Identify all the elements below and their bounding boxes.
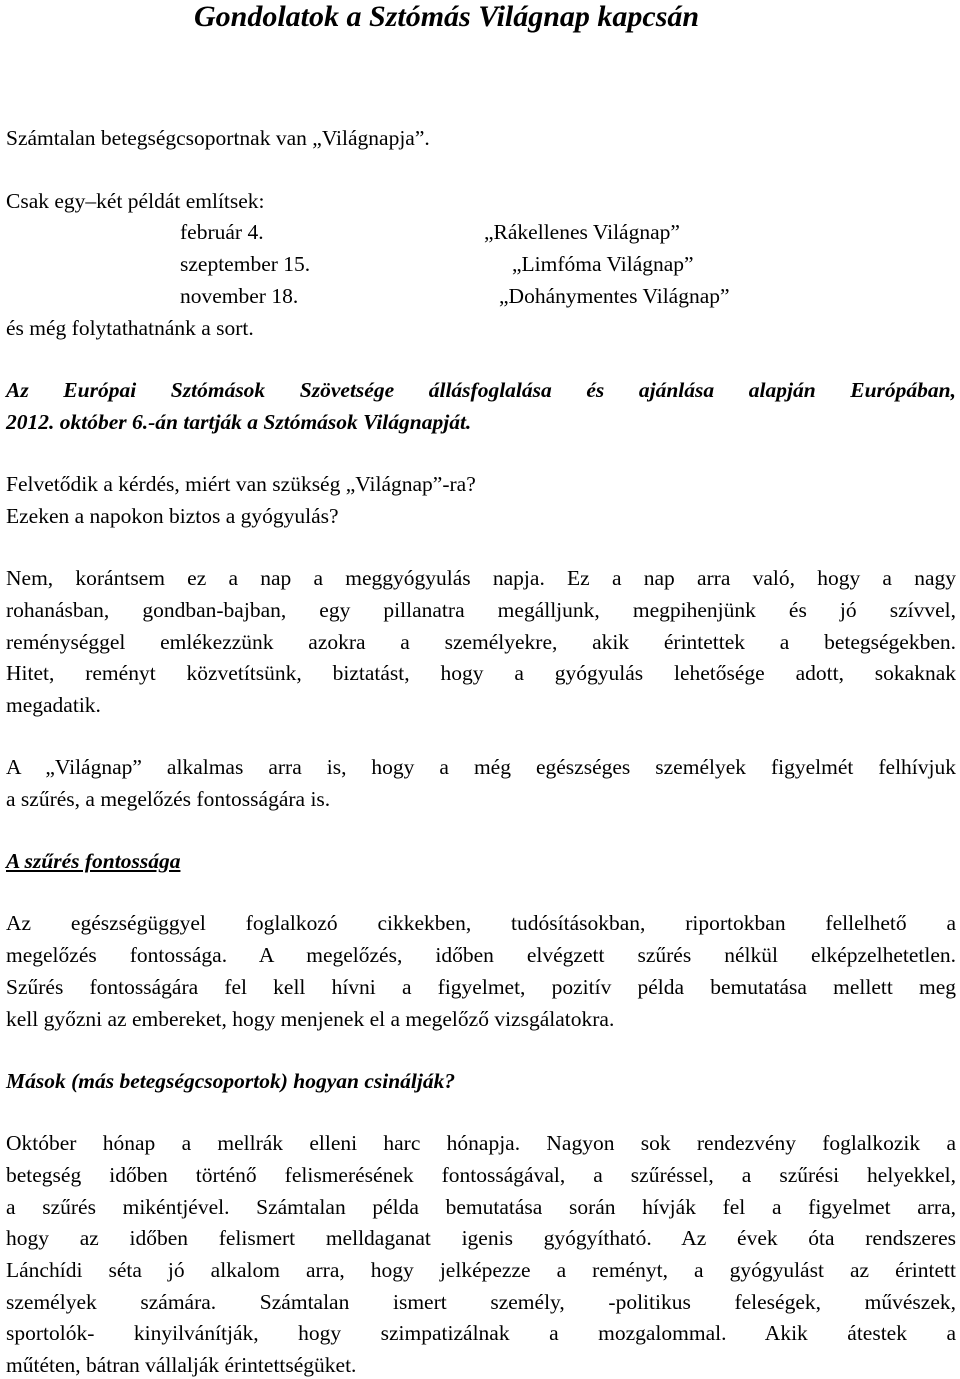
paragraph-line: Lánchídi séta jó alkalom arra, hogy jelképezze a reményt, a gyógyulást az érintett [6, 1258, 956, 1282]
paragraph-line: reménységgel emlékezzünk azokra a személyekre, akik érintettek a betegségekben. [6, 630, 956, 654]
examples-intro: Csak egy–két példát említsek: [6, 189, 265, 213]
question-line: Felvetődik a kérdés, miért van szükség „Világnap”-ra? [6, 472, 476, 496]
examples-outro: és még folytathatnánk a sort. [6, 316, 254, 340]
document-title: Gondolatok a Sztómás Világnap kapcsán [194, 0, 700, 33]
europe-line: 2012. október 6.-án tartják a Sztómások Világnapját. [6, 410, 472, 434]
paragraph-line: hogy az időben felismert melldaganat igenis gyógyítható. Az évek óta rendszeres [6, 1226, 956, 1250]
example-date: november 18. [180, 284, 299, 308]
paragraph-line: megadatik. [6, 693, 101, 717]
example-date: február 4. [180, 220, 264, 244]
section-heading: Mások (más betegségcsoportok) hogyan csinálják? [6, 1069, 456, 1093]
paragraph-line: Október hónap a mellrák elleni harc hónapja. Nagyon sok rendezvény foglalkozik a [6, 1131, 956, 1155]
paragraph-line: műtéten, bátran vállalják érintettségüket. [6, 1353, 357, 1377]
paragraph-line: Nem, korántsem ez a nap a meggyógyulás napja. Ez a nap arra való, hogy a nagy [6, 566, 956, 590]
paragraph-line: személyek számára. Számtalan ismert személy, -politikus feleségek, művészek, [6, 1290, 956, 1314]
paragraph-line: sportolók- kinyilvánítják, hogy szimpatizálnak a mozgalommal. Akik átestek a [6, 1321, 956, 1345]
section-heading: A szűrés fontossága [6, 849, 181, 873]
intro-paragraph: Számtalan betegségcsoportnak van „Világnapja”. [6, 126, 430, 150]
example-name: „Rákellenes Világnap” [484, 220, 680, 244]
paragraph-line: A „Világnap” alkalmas arra is, hogy a még egészséges személyek figyelmét felhívjuk [6, 755, 956, 779]
example-name: „Dohánymentes Világnap” [499, 284, 730, 308]
question-line: Ezeken a napokon biztos a gyógyulás? [6, 504, 339, 528]
paragraph-line: Szűrés fontosságára fel kell hívni a figyelmet, pozitív példa bemutatása mellett meg [6, 975, 956, 999]
example-name: „Limfóma Világnap” [512, 252, 694, 276]
paragraph-line: kell győzni az embereket, hogy menjenek el a megelőző vizsgálatokra. [6, 1007, 615, 1031]
paragraph-line: betegség időben történő felismerésének fontosságával, a szűréssel, a szűrési helyekkel, [6, 1163, 956, 1187]
paragraph-line: a szűrés mikéntjével. Számtalan példa bemutatása során hívják fel a figyelmet arra, [6, 1195, 956, 1219]
paragraph-line: Az egészségüggyel foglalkozó cikkekben, tudósításokban, riportokban fellelhető a [6, 911, 956, 935]
paragraph-line: Hitet, reményt közvetítsünk, biztatást, hogy a gyógyulás lehetősége adott, sokaknak [6, 661, 956, 685]
paragraph-line: megelőzés fontossága. A megelőzés, időben elvégzett szűrés nélkül elképzelhetetlen. [6, 943, 956, 967]
example-date: szeptember 15. [180, 252, 311, 276]
paragraph-line: rohanásban, gondban-bajban, egy pillanatra megálljunk, megpihenjünk és jó szívvel, [6, 598, 956, 622]
europe-line: Az Európai Sztómások Szövetsége állásfoglalása és ajánlása alapján Európában, [6, 378, 956, 402]
paragraph-line: a szűrés, a megelőzés fontosságára is. [6, 787, 331, 811]
